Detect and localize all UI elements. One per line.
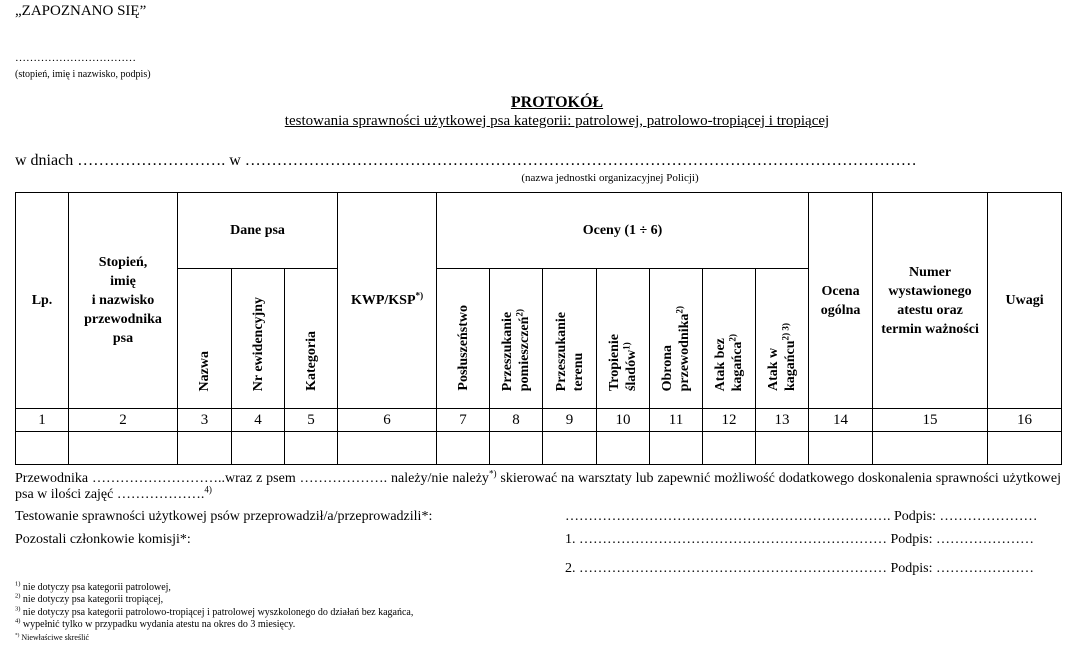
column-number: 11 xyxy=(650,409,703,432)
entry-cell[interactable] xyxy=(437,432,490,465)
footnote: $^{4)}$ wypełnić tylko w przypadku wydania atestu na okres do 3 miesięcy. xyxy=(15,617,296,631)
header-handler: Stopień, imię i nazwisko przewodnika psa xyxy=(69,193,178,409)
header-grade-attack-no-muzzle: Atak bez kagańca$^{2)}$ xyxy=(703,269,756,409)
column-number: 9 xyxy=(543,409,597,432)
column-number: 7 xyxy=(437,409,490,432)
header-dog-category: Kategoria xyxy=(285,269,338,409)
footnote: $^{3)}$ nie dotyczy psa kategorii patrolowo-tropiącej i patrolowej wyszkolonego do działań bez kagańca, xyxy=(15,605,414,618)
column-number: 2 xyxy=(69,409,178,432)
assessment-table xyxy=(15,192,1062,465)
committee-members-label: Pozostali członkowie komisji*: xyxy=(15,532,191,547)
entry-cell[interactable] xyxy=(703,432,756,465)
tested-by-label: Testowanie sprawności użytkowej psów przeprowadził/a/przeprowadzili*: xyxy=(15,509,433,524)
acknowledgement-caption: (stopień, imię i nazwisko, podpis) xyxy=(15,69,151,80)
footnotes xyxy=(15,582,413,644)
tested-by-signature: ……………………………………………………………. Podpis: ………………… xyxy=(565,509,1038,524)
entry-cell[interactable] xyxy=(232,432,285,465)
entry-cell[interactable] xyxy=(873,432,988,465)
column-number: 10 xyxy=(597,409,650,432)
header-grade-handler-defense: Obrona przewodnika$^{2)}$ xyxy=(650,269,703,409)
entry-cell[interactable] xyxy=(988,432,1062,465)
header-grades: Oceny (1 ÷ 6) xyxy=(437,193,809,269)
acknowledgement-dots: …………………………… xyxy=(15,52,136,64)
header-dog-registration: Nr ewidencyjny xyxy=(232,269,285,409)
column-number: 16 xyxy=(988,409,1062,432)
protocol-subtitle: testowania sprawności użytkowej psa kategorii: patrolowej, patrolowo-tropiącej i tropiącej xyxy=(284,113,830,129)
column-number: 5 xyxy=(285,409,338,432)
column-number: 14 xyxy=(809,409,873,432)
entry-cell[interactable] xyxy=(756,432,809,465)
header-grade-obedience: Posłuszeństwo xyxy=(437,269,490,409)
column-number: 8 xyxy=(490,409,543,432)
header-grade-terrain-search: Przeszukanie terenu xyxy=(543,269,597,409)
column-number: 12 xyxy=(703,409,756,432)
protocol-title: PROTOKÓŁ xyxy=(510,94,604,111)
entry-cell[interactable] xyxy=(597,432,650,465)
unit-caption: (nazwa jednostki organizacyjnej Policji) xyxy=(521,172,699,184)
footnote: $^{1)}$ nie dotyczy psa kategorii patrolowej, xyxy=(15,580,171,593)
date-place-line: w dniach ………………………. w ……………………………………………………………………………………………………………… xyxy=(15,152,917,169)
entry-cell[interactable] xyxy=(285,432,338,465)
header-dog-data: Dane psa xyxy=(178,193,338,269)
header-grade-room-search: Przeszukanie pomieszczeń$^{2)}$ xyxy=(490,269,543,409)
column-number: 13 xyxy=(756,409,809,432)
header-overall: Ocena ogólna xyxy=(809,193,873,409)
header-grade-attack-muzzle: Atak w kagańcu$^{2) 3)}$ xyxy=(756,269,809,409)
column-number: 4 xyxy=(232,409,285,432)
column-number: 6 xyxy=(338,409,437,432)
entry-cell[interactable] xyxy=(69,432,178,465)
entry-cell[interactable] xyxy=(16,432,69,465)
header-lp: Lp. xyxy=(16,193,69,409)
entry-cell[interactable] xyxy=(338,432,437,465)
header-notes: Uwagi xyxy=(988,193,1062,409)
footnote: $^{2)}$ nie dotyczy psa kategorii tropiącej, xyxy=(15,593,164,606)
entry-cell[interactable] xyxy=(178,432,232,465)
committee-member-1-signature: 1. ………………………………………………………… Podpis: ………………… xyxy=(565,532,1035,547)
entry-cell[interactable] xyxy=(543,432,597,465)
column-number: 15 xyxy=(873,409,988,432)
header-dog-name: Nazwa xyxy=(178,269,232,409)
header-kwp: KWP/KSP*) xyxy=(338,193,437,409)
column-number: 1 xyxy=(16,409,69,432)
column-number-row xyxy=(16,409,1062,432)
data-entry-row[interactable] xyxy=(16,432,1062,465)
header-grade-tracking: Tropienie śladów$^{1)}$ xyxy=(597,269,650,409)
entry-cell[interactable] xyxy=(490,432,543,465)
header-certificate: Numer wystawionego atestu oraz termin ważności xyxy=(873,193,988,409)
column-number: 3 xyxy=(178,409,232,432)
acknowledgement-title: „ZAPOZNANO SIĘ” xyxy=(15,3,147,19)
entry-cell[interactable] xyxy=(650,432,703,465)
handler-referral-text: Przewodnika ………………………..wraz z psem ………………. należy/nie należy*) skierować na warsztaty lub zapewnić możliwość dodatkowego doskonalenia sprawności użytkowej psa w ilości zajęć ……………….$^{4)}$ xyxy=(15,468,1061,502)
footnote: *) Niewłaściwe skreślić xyxy=(15,631,90,642)
committee-member-2-signature: 2. ………………………………………………………… Podpis: ………………… xyxy=(565,561,1035,576)
entry-cell[interactable] xyxy=(809,432,873,465)
